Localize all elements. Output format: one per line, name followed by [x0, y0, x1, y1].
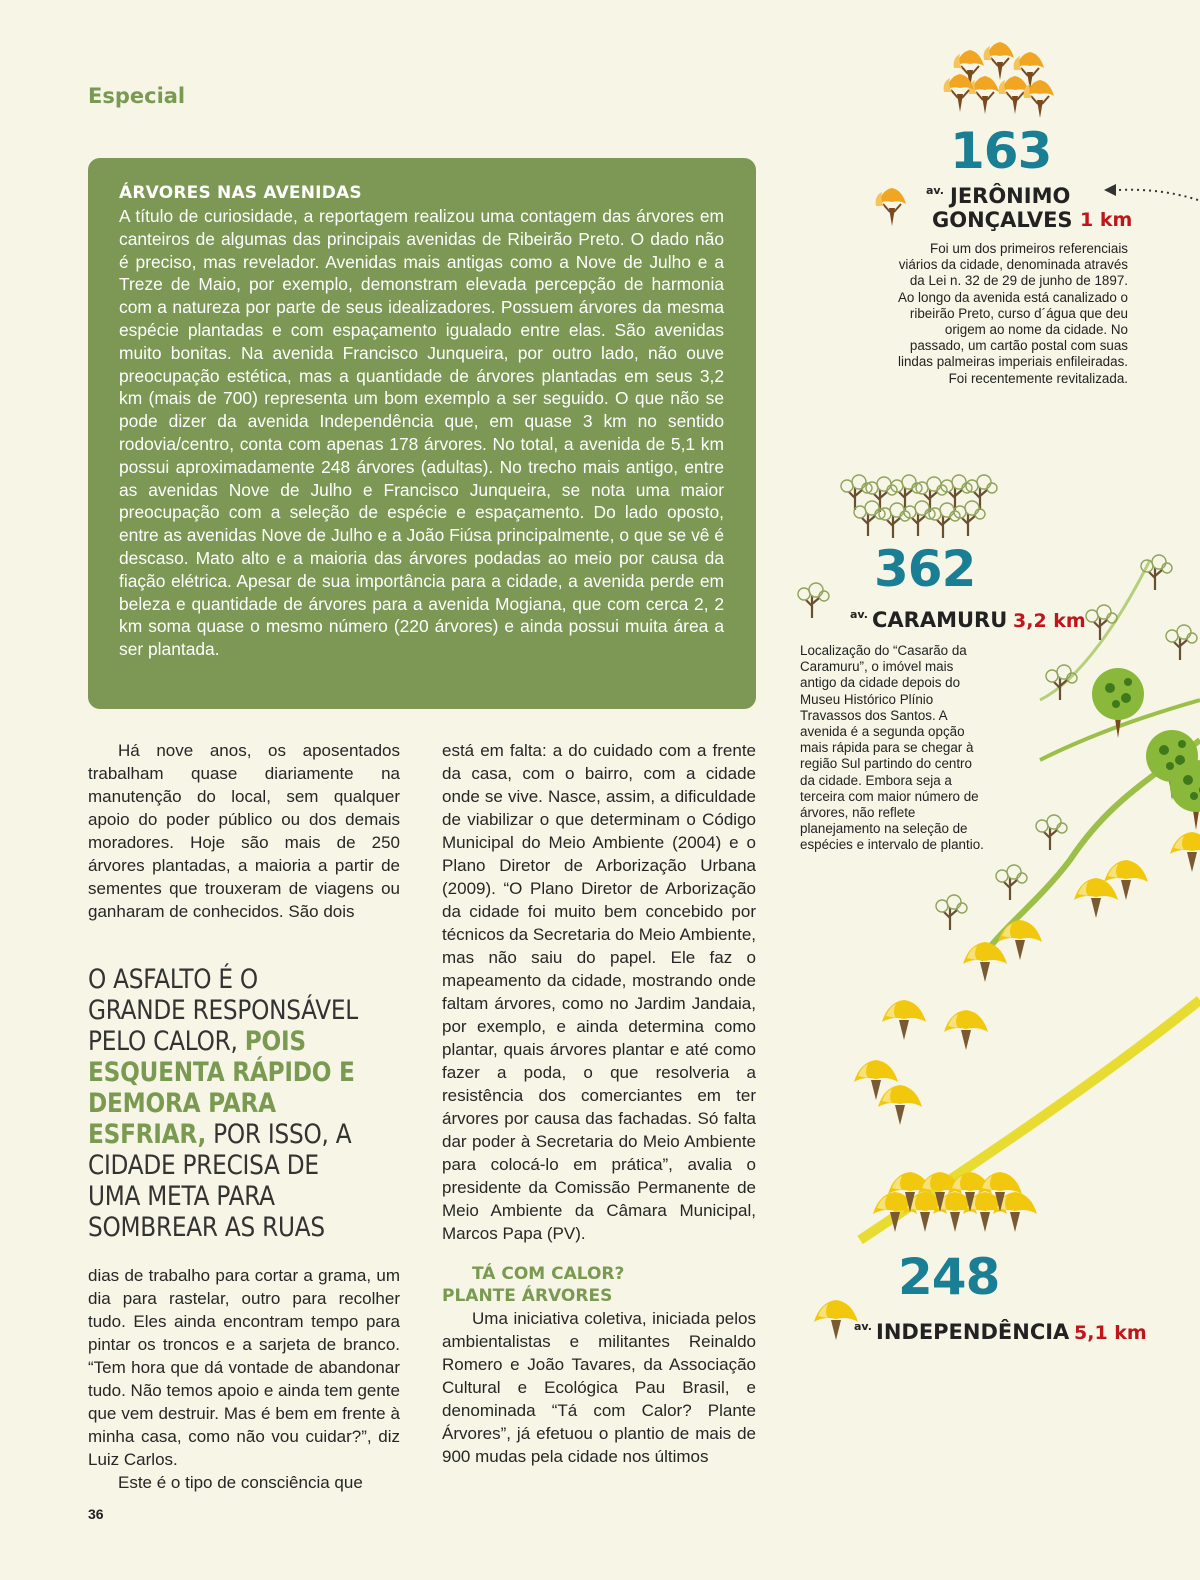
- sketch-tree-grove: [841, 475, 997, 538]
- pull-quote-highlight: POIS ESQUENTA RÁPIDO E DEMORA PARA ESFRIAR,: [88, 1026, 355, 1150]
- green-tree-icon: [1092, 668, 1200, 830]
- stat-prefix-1: av.: [926, 184, 944, 197]
- stat-prefix-3: av.: [854, 1320, 872, 1333]
- paragraph: está em falta: a do cuidado com a frente da casa, com o bairro, com a cidade onde se vive. Nasce, assim, a dificuldade de viabilizar o que determinam o Código Municipal do Meio Ambiente (2004) e o Plano Diretor de Arborização Urbana (2009). “O Plano Diretor de Arborização da cidade foi muito bem concebido por técnicos da Secretaria do Meio Ambiente, mas não saiu do papel. Ele faz o mapeamento da cidade, mostrando onde faltam árvores, como no Jardim Jandaia, por exemplo, e ainda determina como plantar, quais árvores plantar e até como fazer a poda, o que resolveria a resistência dos comerciantes em ter árvores por causa das fachadas. Só falta dar poder à Secretaria do Meio Ambiente para colocá-lo em prática”, avalia o presidente da Comissão Permanente de Meio Ambiente da Câmara Municipal, Marcos Papa (PV).: [442, 741, 756, 1243]
- column-2: [442, 739, 756, 1468]
- stat-count-3: 248: [898, 1248, 1000, 1306]
- dotted-arrow-icon: [1104, 184, 1198, 200]
- box-title: ÁRVORES NAS AVENIDAS: [119, 183, 362, 203]
- stat-avenue-1-line2: GONÇALVES: [932, 208, 1073, 232]
- page-number: 36: [88, 1506, 104, 1522]
- column-1-bottom: [88, 1264, 400, 1494]
- box-text: A título de curiosidade, a reportagem realizou uma contagem das árvores em canteiros de algumas das principais avenidas de Ribeirão Preto. O dado não é preciso, mas revelador. Avenidas mais antigas como a Nove de Julho e a Treze de Maio, por exemplo, demonstram elevada percepção de harmonia com a natureza por parte de seus idealizadores. Possuem árvores da mesma espécie plantadas e com espaçamento igualado entre elas. São avenidas muito bonitas. Na avenida Francisco Junqueira, por outro lado, não ouve preocupação estética, mas a quantidade de árvores plantadas em seus 3,2 km (mais de 700) representa um bom exemplo a ser seguido. O que não se pode dizer da avenida Independência que, em quase 3 km no sentido rodovia/centro, conta com apenas 178 árvores. No total, a avenida de 5,1 km possui aproximadamente 248 árvores (adultas). No trecho mais antigo, entre as avenidas Nove de Julho e Francisco Junqueira, se nota uma maior preocupação com a seleção de espécie e espaçamento. Do lado oposto, entre as avenidas Nove de Julho e a João Fiúsa principalmente, o que se vê é descaso. Mato alto e a maioria das árvores podadas ao meio por causa da fiação elétrica. Apesar de sua importância para a cidade, a avenida perde em beleza e quantidade de árvores para a avenida Mogiana, que com cerca 2, 2 km soma quase o mesmo número (220 árvores) e ainda possui muita área a ser plantada.: [119, 206, 724, 660]
- paragraph: dias de trabalho para cortar a grama, um dia para rastelar, outro para recolher tudo. Eles ainda encontram tempo para pintar os troncos e a sarjeta de branco. “Tem hora que dá vontade de abandonar tudo. Não temos apoio e ainda tem gente que vem destruir. Mas é bem em frente à minha casa, como não vou cuidar?”, diz Luiz Carlos.: [88, 1266, 400, 1469]
- stat-avenue-2: CARAMURU: [872, 608, 1008, 632]
- subhead-line1: TÁ COM CALOR?: [472, 1264, 625, 1284]
- yellow-tree-grove: [873, 1172, 1037, 1232]
- stat-avenue-1-line1: JERÔNIMO: [950, 184, 1071, 208]
- sidebar-box: [88, 158, 756, 709]
- stat-avenue-3: INDEPENDÊNCIA: [876, 1320, 1070, 1344]
- sketch-tree-icon: [798, 583, 829, 618]
- stat-prefix-2: av.: [850, 608, 868, 621]
- pull-quote-part1: O ASFALTO É O GRANDE RESPONSÁVEL PELO CALOR,: [88, 964, 358, 1057]
- subhead-line2: PLANTE ÁRVORES: [442, 1286, 613, 1306]
- pull-quote: [88, 964, 361, 1243]
- paragraph: Uma iniciativa coletiva, iniciada pelos ambientalistas e militantes Reinaldo Romero e João Tavares, da Associação Cultural e Ecológica Pau Brasil, e denominada “Tá com Calor? Plante Árvores”, já efetuou o plantio de mais de 900 mudas pela cidade nos últimos: [442, 1309, 756, 1466]
- column-1-top: [88, 739, 400, 923]
- stat-length-2: 3,2 km: [1013, 610, 1086, 632]
- pull-quote-part2: POR ISSO, A CIDADE PRECISA DE UMA META PARA SOMBREAR AS RUAS: [88, 1119, 352, 1243]
- stat-description-2: Localização do “Casarão da Caramuru”, o imóvel mais antigo da cidade depois do Museu Histórico Plínio Travassos dos Santos. A avenida é a segunda opção mais rápida para se chegar à região Sul partindo do centro da cidade. Embora seja a terceira com maior número de árvores, não reflete planejamento na seleção de espécies e intervalo de plantio.: [800, 643, 984, 853]
- section-label: Especial: [88, 84, 186, 108]
- orange-tree-icon: [876, 188, 906, 226]
- stat-count-2: 362: [874, 540, 976, 598]
- stat-length-3: 5,1 km: [1074, 1322, 1147, 1344]
- yellow-tree-small-icon: [814, 1300, 858, 1340]
- stat-count-1: 163: [950, 122, 1052, 180]
- stat-description-1: Foi um dos primeiros referenciais viários da cidade, denominada através da Lei n. 32 de 29 de junho de 1897. Ao longo da avenida está canalizado o ribeirão Preto, curso d´água que deu origem ao nome da cidade. No passado, um cartão postal com suas lindas palmeiras imperiais enfileiradas. Foi recentemente revitalizada.: [897, 241, 1128, 386]
- paragraph: Este é o tipo de consciência que: [118, 1473, 363, 1492]
- paragraph: Há nove anos, os aposentados trabalham quase diariamente na manutenção do local, sem qualquer apoio do poder público ou dos demais moradores. Hoje são mais de 250 árvores plantadas, a maioria a partir de sementes que trouxeram de viagens ou ganharam de conhecidos. São dois: [88, 741, 400, 921]
- orange-tree-grove: [944, 42, 1054, 118]
- stat-length-1: 1 km: [1080, 209, 1133, 231]
